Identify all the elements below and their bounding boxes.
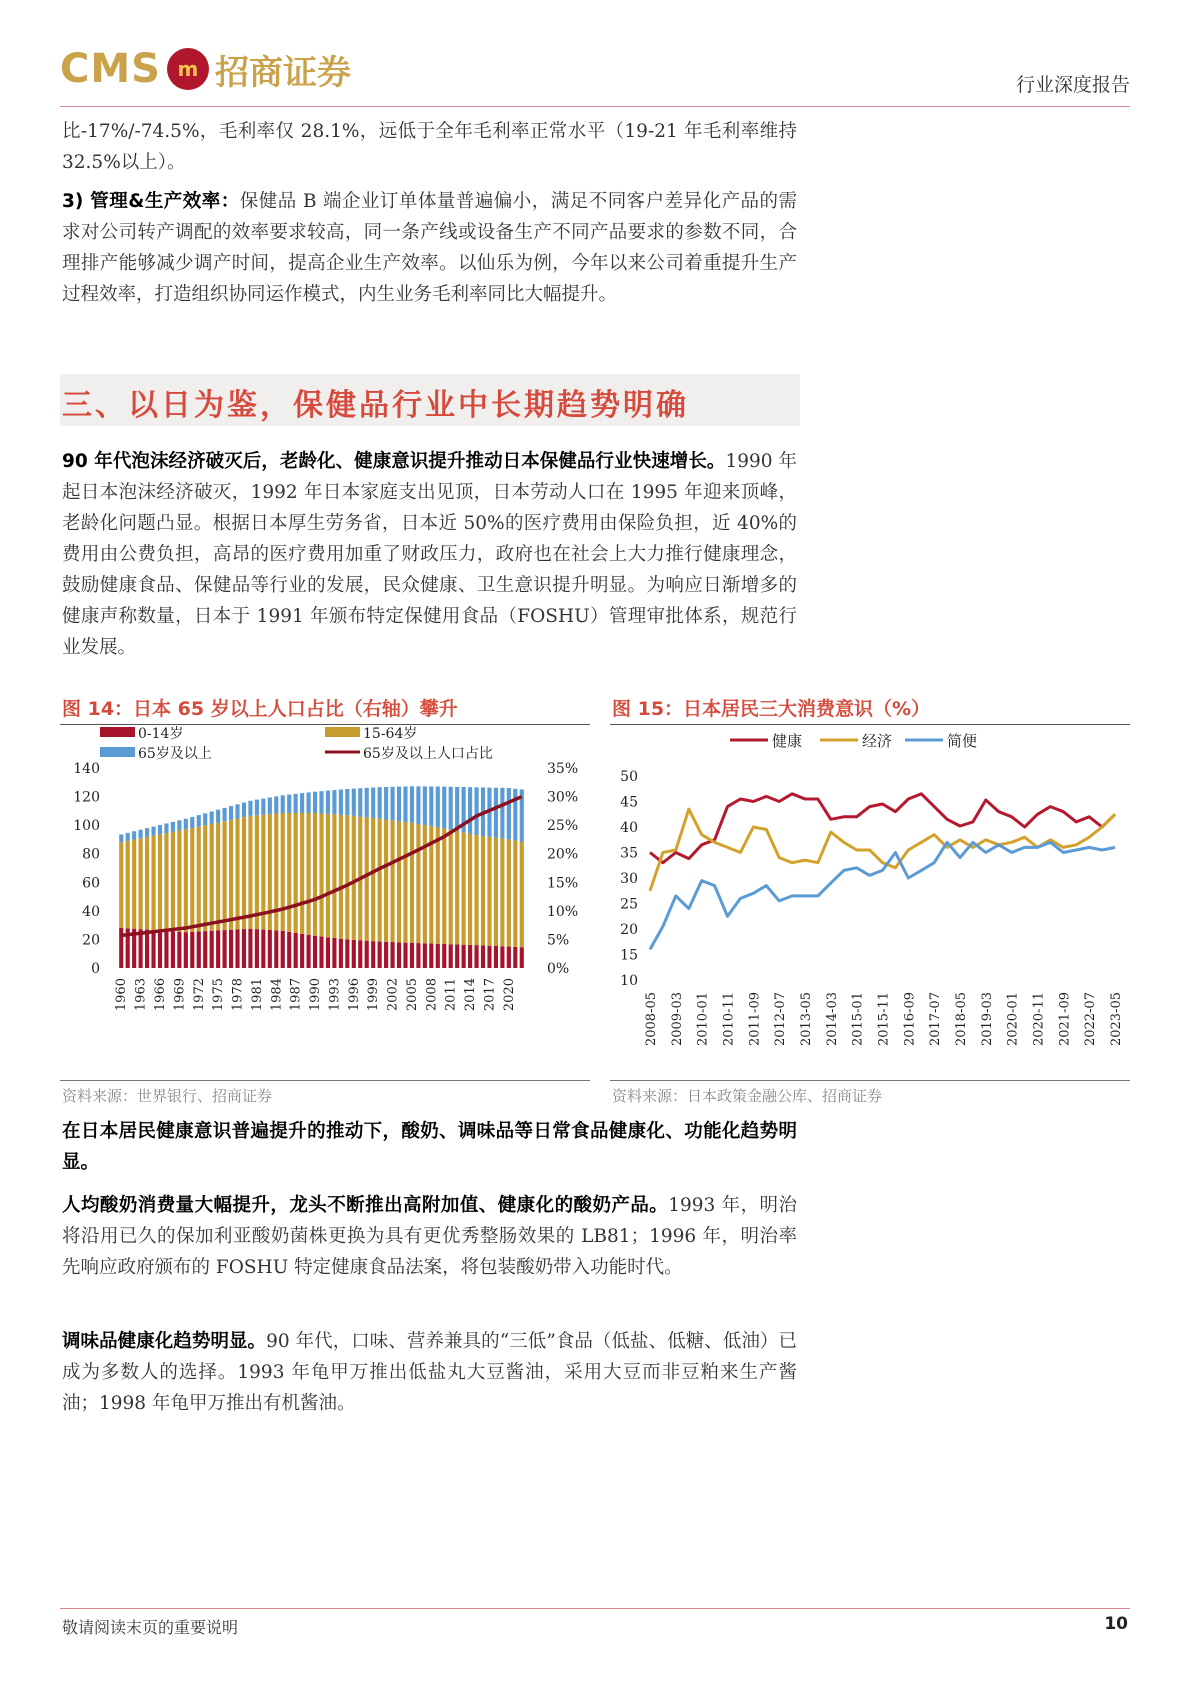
fig14-bar-age-65-plus — [500, 788, 504, 839]
fig14-bar-age-15-64 — [171, 832, 175, 931]
fig14-chart — [60, 726, 590, 1076]
fig14-bar-age-0-14 — [184, 932, 188, 968]
fig14-x-tick: 1981 — [249, 978, 265, 1012]
fig14-bar-age-15-64 — [248, 816, 252, 929]
fig14-y-right-tick: 35% — [547, 761, 579, 777]
fig15-x-tick: 2023-05 — [1109, 992, 1124, 1047]
fig14-legend-label: 65岁及以上 — [138, 746, 212, 762]
fig14-bar-age-15-64 — [255, 815, 259, 929]
fig14-bar-age-65-plus — [332, 790, 336, 814]
fig14-bar-age-15-64 — [287, 813, 291, 932]
fig14-bar-age-0-14 — [255, 929, 259, 968]
fig14-bar-age-0-14 — [164, 931, 168, 968]
fig14-x-tick: 2014 — [463, 978, 479, 1012]
fig14-x-tick: 2008 — [424, 978, 440, 1012]
fig14-x-tick: 1996 — [346, 978, 362, 1012]
fig14-bar-age-15-64 — [507, 839, 511, 946]
fig14-bar-age-65-plus — [423, 786, 427, 825]
fig14-bar-age-15-64 — [365, 817, 369, 940]
fig14-bar-age-15-64 — [119, 842, 123, 928]
fig14-bar-age-0-14 — [474, 945, 478, 968]
company-logo — [60, 44, 351, 94]
fig14-bar-age-65-plus — [436, 787, 440, 828]
fig14-x-tick: 1978 — [230, 978, 246, 1012]
fig14-bar-age-15-64 — [442, 828, 446, 944]
fig14-bar-age-15-64 — [319, 813, 323, 936]
fig14-bar-age-0-14 — [235, 929, 239, 968]
fig14-bar-age-65-plus — [184, 819, 188, 830]
fig14-bar-age-15-64 — [403, 822, 407, 943]
fig14-bar-age-0-14 — [313, 936, 317, 968]
fig15-x-tick: 2016-09 — [902, 992, 918, 1047]
fig14-bar-age-15-64 — [371, 818, 375, 941]
fig14-y-left-tick: 20 — [82, 932, 100, 949]
fig14-bar-age-0-14 — [158, 930, 162, 968]
fig15-y-tick: 10 — [620, 973, 638, 989]
fig14-bar-age-65-plus — [410, 786, 414, 823]
fig14-legend-swatch — [325, 727, 360, 737]
fig14-bar-age-15-64 — [177, 831, 181, 932]
fig14-title: 图 14：日本 65 岁以上人口占比（右轴）攀升 — [62, 698, 458, 720]
fig15-x-tick: 2019-03 — [979, 992, 995, 1047]
fig14-bar-age-15-64 — [455, 831, 459, 944]
fig14-bar-age-0-14 — [371, 941, 375, 968]
fig15-x-tick: 2014-03 — [824, 992, 840, 1047]
fig14-bar-age-0-14 — [365, 941, 369, 968]
fig14-bar-age-65-plus — [513, 789, 517, 841]
fig14-bar-age-65-plus — [248, 801, 252, 816]
fig14-bar-age-65-plus — [197, 815, 201, 826]
fig14-y-left-tick: 140 — [73, 761, 100, 777]
fig14-bar-age-65-plus — [494, 788, 498, 838]
fig14-bar-age-0-14 — [442, 944, 446, 968]
fig14-bar-age-65-plus — [339, 790, 343, 815]
fig14-bar-age-15-64 — [487, 837, 491, 946]
paragraph-seasoning — [62, 1326, 797, 1419]
fig14-bar-age-0-14 — [223, 930, 227, 968]
fig15-legend-label: 经济 — [862, 732, 893, 750]
fig14-bar-age-0-14 — [326, 937, 330, 968]
fig14-bar-age-65-plus — [449, 787, 453, 830]
fig14-bar-age-65-plus — [287, 795, 291, 813]
fig14-bar-age-15-64 — [313, 813, 317, 936]
fig14-y-right-tick: 15% — [547, 875, 579, 892]
fig15-x-tick: 2017-07 — [928, 992, 944, 1047]
fig14-bar-age-15-64 — [345, 815, 349, 939]
fig14-bar-age-65-plus — [442, 787, 446, 829]
fig15-y-tick: 45 — [620, 794, 638, 811]
fig14-bar-age-15-64 — [235, 819, 239, 930]
fig15-x-tick: 2012-07 — [773, 992, 789, 1047]
fig15-y-tick: 15 — [620, 947, 638, 964]
fig14-bar-age-65-plus — [397, 787, 401, 822]
fig14-bar-age-0-14 — [210, 931, 214, 968]
fig15-y-tick: 35 — [620, 845, 638, 862]
fig14-bar-age-15-64 — [184, 829, 188, 932]
paragraph-daily-foods-heading: 在日本居民健康意识普遍提升的推动下，酸奶、调味品等日常食品健康化、功能化趋势明显。 — [62, 1121, 797, 1173]
fig14-bar-age-15-64 — [300, 813, 304, 934]
fig14-bar-age-15-64 — [352, 816, 356, 940]
fig15-x-tick: 2011-09 — [747, 992, 763, 1047]
paragraph-yogurt — [62, 1190, 797, 1283]
fig14-bar-age-0-14 — [481, 945, 485, 968]
fig14-bar-age-0-14 — [332, 938, 336, 968]
fig14-bar-age-0-14 — [281, 931, 285, 968]
paragraph-japan-bubble-text: 1990 年起日本泡沫经济破灭，1992 年日本家庭支出见顶，日本劳动人口在 1995 年迎来顶峰，老龄化问题凸显。根据日本厚生劳务省，日本近 50%的医疗费用由保险负担，近 40%的费用由公费负担，高昂的医疗费用加重了财政压力，政府也在社会上大力推行健康理念，鼓励健康食品、保健品等行业的发展，民众健康、卫生意识提升明显。为响应日渐增多的健康声称数量，日本于 1991 年颁布特定保健用食品（FOSHU）管理审批体系，规范行业发展。 — [62, 451, 797, 658]
fig14-bar-age-65-plus — [300, 793, 304, 813]
fig14-bar-age-0-14 — [274, 930, 278, 968]
fig14-legend-swatch — [100, 747, 135, 757]
fig15-chart — [610, 726, 1130, 1076]
fig14-bar-age-0-14 — [151, 930, 155, 968]
fig14-bar-age-65-plus — [145, 828, 149, 837]
paragraph-continuation: 比-17%/-74.5%，毛利率仅 28.1%，远低于全年毛利率正常水平（19-21 年毛利率维持 32.5%以上）。 — [62, 121, 797, 173]
fig14-bar-age-65-plus — [294, 794, 298, 813]
fig14-bar-age-65-plus — [210, 812, 214, 824]
fig14-x-tick: 2011 — [443, 978, 459, 1012]
paragraph-yogurt-text: 1993 年，明治将沿用已久的保加利亚酸奶菌株更换为具有更优秀整肠效果的 LB81；1996 年，明治率先响应政府颁布的 FOSHU 特定健康食品法案，将包装酸奶带入功能时代。 — [62, 1195, 797, 1278]
fig14-legend-swatch — [100, 727, 135, 737]
fig14-bar-age-65-plus — [345, 789, 349, 815]
paragraph-seasoning-heading: 调味品健康化趋势明显。 — [62, 1331, 267, 1352]
fig14-legend-label: 0-14岁 — [138, 726, 184, 742]
paragraph-efficiency-text: 保健品 B 端企业订单体量普遍偏小，满足不同客户差异化产品的需求对公司转产调配的效率要求较高，同一条产线或设备生产不同产品要求的参数不同，合理排产能够减少调产时间，提高企业生产效率。以仙乐为例，今年以来公司着重提升生产过程效率，打造组织协同运作模式，内生业务毛利率同比大幅提升。 — [62, 191, 798, 305]
fig14-x-tick: 1975 — [211, 978, 227, 1012]
fig14-bar-age-65-plus — [132, 831, 136, 839]
fig15-x-tick: 2010-11 — [721, 992, 737, 1047]
report-type: 行业深度报告 — [1015, 74, 1130, 96]
fig14-bar-age-0-14 — [500, 946, 504, 968]
fig14-bar-age-65-plus — [158, 825, 162, 834]
fig14-bar-age-15-64 — [210, 824, 214, 931]
fig14-bar-age-0-14 — [513, 947, 517, 968]
fig14-bar-age-65-plus — [474, 787, 478, 835]
fig14-bar-age-15-64 — [164, 833, 168, 931]
fig14-bar-age-0-14 — [384, 942, 388, 968]
fig14-bar-age-0-14 — [352, 940, 356, 968]
fig14-bar-age-0-14 — [171, 931, 175, 968]
fig14-bar-age-15-64 — [449, 830, 453, 945]
fig14-bar-age-15-64 — [339, 815, 343, 939]
fig14-bar-age-0-14 — [177, 932, 181, 968]
fig14-bar-age-15-64 — [190, 828, 194, 932]
fig15-x-tick: 2021-09 — [1057, 992, 1073, 1047]
fig14-bar-age-0-14 — [507, 947, 511, 968]
fig14-x-tick: 1960 — [114, 978, 130, 1012]
fig15-x-tick: 2015-01 — [850, 992, 866, 1047]
fig14-bar-age-65-plus — [307, 792, 311, 813]
fig14-bar-age-15-64 — [423, 825, 427, 943]
fig14-bar-age-0-14 — [397, 942, 401, 968]
fig14-bar-age-65-plus — [371, 788, 375, 818]
fig14-bar-age-0-14 — [339, 939, 343, 968]
fig14-bar-age-15-64 — [145, 837, 149, 930]
fig14-x-tick: 1987 — [288, 978, 304, 1012]
fig15-x-tick: 2009-03 — [669, 992, 685, 1047]
fig14-bar-age-15-64 — [390, 820, 394, 942]
fig14-bar-age-15-64 — [307, 813, 311, 935]
fig14-bar-age-0-14 — [216, 930, 220, 968]
fig14-y-right-tick: 5% — [547, 932, 570, 949]
fig15-x-tick: 2008-05 — [644, 992, 659, 1047]
fig14-source: 资料来源：世界银行、招商证券 — [62, 1087, 273, 1105]
fig14-bar-age-15-64 — [397, 821, 401, 942]
fig14-bar-age-0-14 — [423, 943, 427, 968]
fig14-bar-age-15-64 — [384, 820, 388, 942]
fig14-bar-age-15-64 — [468, 834, 472, 945]
paragraph-yogurt-heading: 人均酸奶消费量大幅提升，龙头不断推出高附加值、健康化的酸奶产品。 — [62, 1195, 669, 1216]
fig15-legend-label: 健康 — [772, 732, 803, 750]
fig15-x-tick: 2022-07 — [1083, 992, 1099, 1047]
fig14-bar-age-65-plus — [216, 810, 220, 823]
fig14-bar-age-65-plus — [268, 797, 272, 814]
fig14-y-right-tick: 0% — [547, 961, 570, 977]
fig14-bar-age-65-plus — [229, 806, 233, 820]
fig14-bar-age-15-64 — [416, 824, 420, 943]
fig14-bar-age-65-plus — [151, 827, 155, 836]
fig14-bar-age-65-plus — [455, 787, 459, 831]
fig14-x-tick: 2020 — [501, 978, 517, 1012]
fig14-bar-age-0-14 — [145, 930, 149, 968]
fig14-bar-age-15-64 — [151, 836, 155, 930]
fig14-bar-age-65-plus — [235, 804, 239, 818]
fig14-bar-age-65-plus — [384, 787, 388, 820]
fig14-bar-age-65-plus — [416, 786, 420, 824]
fig14-bar-age-65-plus — [365, 788, 369, 817]
paragraph-efficiency-heading: 3) 管理&生产效率： — [62, 191, 240, 212]
fig14-bar-age-65-plus — [242, 803, 246, 818]
fig14-bar-age-0-14 — [268, 930, 272, 968]
fig15-legend-label: 简便 — [947, 732, 978, 750]
fig14-bar-age-15-64 — [132, 840, 136, 929]
fig15-bottom-rule — [610, 1080, 1130, 1081]
fig14-legend-label: 65岁及以上人口占比 — [363, 746, 493, 762]
fig14-bar-age-65-plus — [468, 787, 472, 834]
fig15-x-tick: 2018-05 — [954, 992, 969, 1047]
fig14-y-left-tick: 80 — [82, 846, 100, 863]
fig15-y-tick: 40 — [620, 820, 638, 836]
paragraph-japan-bubble — [62, 446, 797, 663]
fig14-bar-age-0-14 — [494, 946, 498, 968]
fig14-bar-age-15-64 — [203, 825, 207, 931]
fig15-series-line — [650, 809, 1115, 891]
fig14-bar-age-15-64 — [378, 819, 382, 942]
fig14-x-tick: 1999 — [366, 978, 382, 1012]
header-divider — [60, 106, 1130, 107]
fig14-bar-age-15-64 — [274, 814, 278, 931]
fig14-bar-age-15-64 — [500, 839, 504, 947]
fig14-x-tick: 2005 — [404, 978, 420, 1012]
fig15-x-tick: 2013-05 — [799, 992, 814, 1047]
fig14-bar-age-0-14 — [462, 945, 466, 968]
fig14-bar-age-0-14 — [436, 944, 440, 968]
fig14-bar-age-65-plus — [378, 787, 382, 819]
fig14-bar-age-0-14 — [300, 934, 304, 968]
fig15-y-tick: 30 — [620, 871, 638, 887]
fig15-series-line — [650, 842, 1115, 949]
fig14-bar-age-15-64 — [223, 821, 227, 930]
fig14-bar-age-0-14 — [203, 931, 207, 968]
fig14-y-left-tick: 100 — [73, 818, 100, 835]
fig14-legend-label: 15-64岁 — [363, 726, 418, 742]
fig14-bar-age-65-plus — [281, 795, 285, 813]
fig15-x-tick: 2020-11 — [1031, 992, 1047, 1047]
fig14-bar-age-0-14 — [190, 932, 194, 968]
fig14-bar-age-0-14 — [390, 942, 394, 968]
fig14-x-tick: 1990 — [308, 978, 324, 1012]
fig14-bar-age-0-14 — [468, 945, 472, 968]
fig14-bar-age-0-14 — [487, 946, 491, 968]
fig14-bar-age-0-14 — [197, 931, 201, 968]
fig14-bar-age-0-14 — [449, 944, 453, 968]
fig14-x-tick: 2017 — [482, 978, 498, 1012]
fig14-y-right-tick: 10% — [547, 903, 579, 920]
paragraph-seasoning-text: 90 年代，口味、营养兼具的“三低”食品（低盐、低糖、低油）已成为多数人的选择。1993 年龟甲万推出低盐丸大豆酱油，采用大豆而非豆粕来生产酱油；1998 年龟甲万推出有机酱油。 — [62, 1331, 797, 1414]
fig14-bar-age-15-64 — [139, 838, 143, 929]
fig14-bar-age-15-64 — [436, 827, 440, 944]
fig14-bar-age-65-plus — [139, 830, 143, 839]
fig14-y-left-tick: 40 — [82, 903, 100, 920]
fig14-bar-age-15-64 — [294, 813, 298, 933]
fig14-bar-age-15-64 — [281, 813, 285, 931]
fig14-bar-age-0-14 — [403, 943, 407, 968]
fig14-bar-age-65-plus — [507, 788, 511, 839]
fig14-y-right-tick: 25% — [547, 818, 579, 835]
paragraph-japan-bubble-heading: 90 年代泡沫经济破灭后，老龄化、健康意识提升推动日本保健品行业快速增长。 — [62, 451, 726, 472]
fig14-bar-age-0-14 — [307, 935, 311, 968]
fig15-x-tick: 2015-11 — [876, 992, 892, 1047]
fig14-bar-age-0-14 — [429, 944, 433, 968]
fig14-x-tick: 1963 — [133, 978, 149, 1012]
fig14-bar-age-15-64 — [158, 834, 162, 930]
fig14-x-tick: 1993 — [327, 978, 343, 1012]
fig14-bar-age-65-plus — [313, 792, 317, 813]
fig14-top-rule — [60, 724, 590, 725]
section-title: 三、以日为鉴，保健品行业中长期趋势明确 — [62, 388, 689, 423]
footer-note: 敬请阅读末页的重要说明 — [62, 1618, 239, 1637]
fig14-x-tick: 1969 — [172, 978, 188, 1012]
fig14-bar-age-65-plus — [119, 834, 123, 842]
footer-divider — [60, 1608, 1130, 1609]
fig14-bar-age-15-64 — [513, 841, 517, 947]
paragraph-efficiency — [62, 186, 797, 310]
fig14-bar-age-0-14 — [416, 943, 420, 968]
fig14-bar-age-65-plus — [403, 786, 407, 822]
fig14-bar-age-65-plus — [429, 786, 433, 826]
fig15-y-tick: 20 — [620, 922, 638, 938]
fig15-source: 资料来源：日本政策金融公库、招商证券 — [612, 1087, 883, 1105]
fig14-bar-age-15-64 — [216, 823, 220, 931]
fig14-x-tick: 2002 — [385, 978, 401, 1012]
fig14-bar-age-65-plus — [190, 817, 194, 828]
fig14-bar-age-65-plus — [223, 808, 227, 821]
fig14-bar-age-0-14 — [455, 944, 459, 968]
logo-company-name: 招商证券 — [214, 52, 351, 93]
fig15-y-tick: 50 — [620, 769, 638, 785]
fig14-x-tick: 1984 — [269, 978, 285, 1012]
fig14-bar-age-65-plus — [261, 799, 265, 815]
fig14-bar-age-65-plus — [352, 789, 356, 816]
fig14-bar-age-0-14 — [294, 933, 298, 968]
fig14-bar-age-0-14 — [242, 929, 246, 968]
fig14-bar-age-15-64 — [197, 827, 201, 932]
logo-emblem-icon: m — [167, 48, 209, 90]
fig14-bar-age-65-plus — [274, 796, 278, 813]
fig15-title: 图 15：日本居民三大消费意识（%） — [612, 698, 931, 720]
fig14-bar-age-15-64 — [242, 817, 246, 929]
fig14-y-left-tick: 60 — [82, 875, 100, 892]
page-number: 10 — [1104, 1614, 1128, 1634]
paragraph-daily-foods — [62, 1116, 797, 1178]
fig14-bar-age-15-64 — [520, 842, 524, 948]
fig14-bar-age-0-14 — [248, 929, 252, 968]
fig14-bar-age-65-plus — [255, 800, 259, 816]
fig14-bar-age-0-14 — [520, 947, 524, 968]
fig14-bar-age-0-14 — [378, 942, 382, 968]
fig14-bar-age-65-plus — [326, 791, 330, 814]
fig14-bar-age-0-14 — [287, 932, 291, 968]
fig14-bar-age-15-64 — [494, 838, 498, 946]
fig14-x-tick: 1966 — [152, 978, 168, 1012]
fig14-y-left-tick: 0 — [91, 961, 100, 977]
fig14-bar-age-15-64 — [126, 841, 130, 928]
fig14-bar-age-15-64 — [410, 823, 414, 943]
fig14-bar-age-0-14 — [261, 930, 265, 968]
fig14-x-tick: 1972 — [191, 978, 207, 1012]
fig14-bar-age-15-64 — [474, 835, 478, 945]
fig14-y-right-tick: 20% — [547, 846, 579, 863]
fig14-bar-age-15-64 — [481, 836, 485, 945]
logo-cms-text: CMS — [60, 46, 161, 92]
fig14-bar-age-65-plus — [390, 787, 394, 821]
fig14-bar-age-15-64 — [229, 820, 233, 930]
fig14-y-right-tick: 30% — [547, 789, 579, 806]
fig14-bar-age-65-plus — [126, 833, 130, 841]
fig14-bar-age-0-14 — [358, 940, 362, 968]
fig14-bar-age-0-14 — [319, 937, 323, 968]
fig14-y-left-tick: 120 — [73, 789, 100, 806]
fig14-bottom-rule — [60, 1080, 590, 1081]
fig14-bar-age-65-plus — [319, 791, 323, 813]
fig15-top-rule — [610, 724, 1130, 725]
fig14-bar-age-15-64 — [462, 832, 466, 944]
fig14-bar-age-0-14 — [229, 930, 233, 968]
fig14-bar-age-65-plus — [203, 813, 207, 825]
fig14-bar-age-65-plus — [171, 822, 175, 832]
fig14-bar-age-65-plus — [164, 823, 168, 833]
fig14-bar-age-0-14 — [410, 943, 414, 968]
fig14-bar-age-0-14 — [345, 939, 349, 968]
fig14-bar-age-15-64 — [332, 814, 336, 938]
fig14-bar-age-65-plus — [358, 788, 362, 816]
fig14-bar-age-65-plus — [177, 820, 181, 830]
fig14-bar-age-15-64 — [326, 814, 330, 937]
fig15-x-tick: 2020-01 — [1005, 992, 1021, 1047]
fig15-x-tick: 2010-01 — [695, 992, 711, 1047]
fig15-series-line — [650, 794, 1115, 863]
fig15-y-tick: 25 — [620, 896, 638, 913]
